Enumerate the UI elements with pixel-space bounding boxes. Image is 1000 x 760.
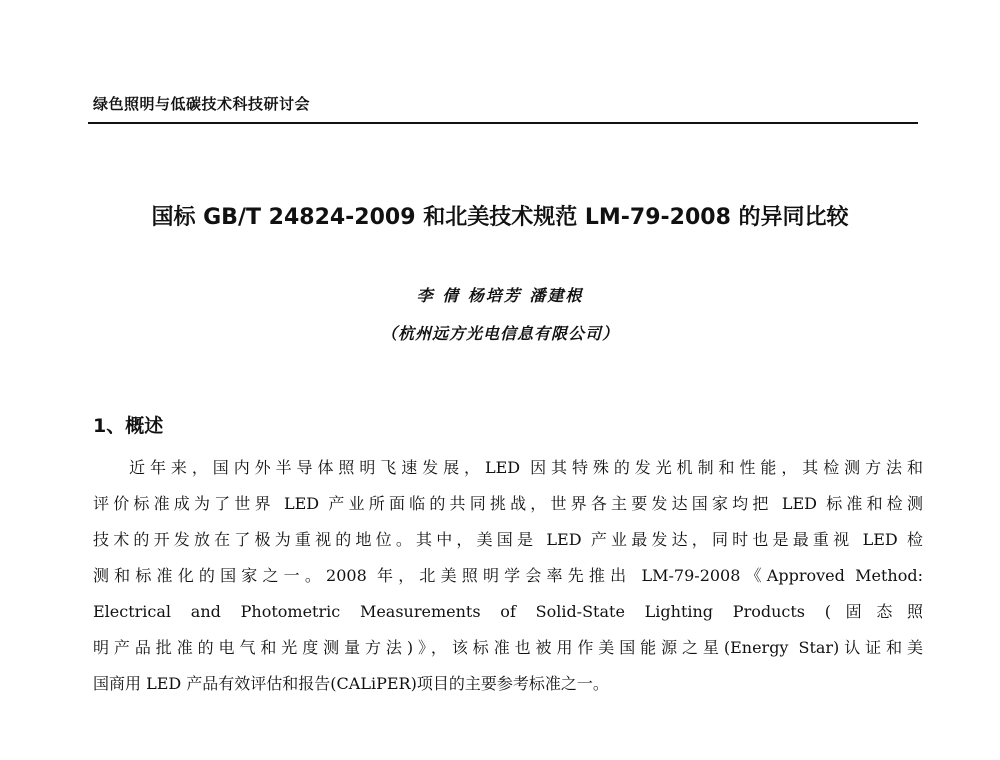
affiliation: （杭州远方光电信息有限公司） [380,324,619,343]
body-line: 技术的开发放在了极为重视的地位。其中，美国是 LED 产业最发达，同时也是最重视 LED 检 [93,530,923,549]
running-header: 绿色照明与低碳技术科技研讨会 [93,95,311,113]
body-line: 近年来，国内外半导体照明飞速发展，LED 因其特殊的发光机制和性能，其检测方法和 [129,458,923,477]
paper-title: 国标 GB/T 24824-2009 和北美技术规范 LM-79-2008 的异同比较 [151,205,849,230]
body-line: 国商用 LED 产品有效评估和报告(CALiPER)项目的主要参考标准之一。 [93,674,609,693]
authors: 李 倩 杨培芳 潘建根 [416,286,584,305]
body-line: Electrical and Photometric Measurements of Solid-State Lighting Products (固态照 [93,602,923,621]
header-rule [88,122,918,124]
section-heading: 1、概述 [93,415,164,437]
body-line: 明产品批准的电气和光度测量方法)》，该标准也被用作美国能源之星(Energy Star)认证和美 [93,638,923,657]
body-line: 测和标准化的国家之一。2008 年，北美照明学会率先推出 LM-79-2008《Approved Method: [93,566,923,585]
body-line: 评价标准成为了世界 LED 产业所面临的共同挑战，世界各主要发达国家均把 LED 标准和检测 [93,494,923,513]
section-body [93,450,923,702]
